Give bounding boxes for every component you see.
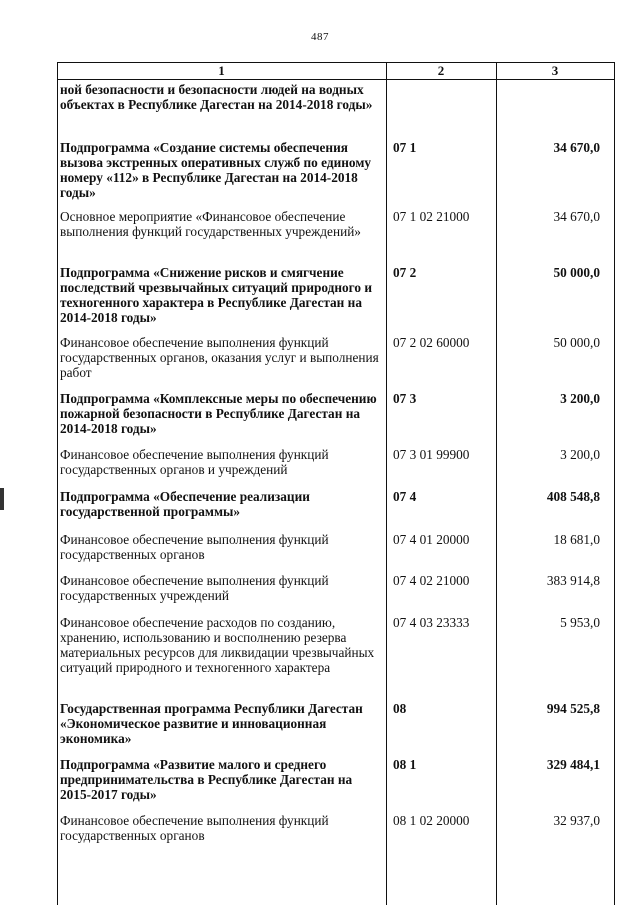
row-amount: 408 548,8 xyxy=(546,489,600,504)
row-code: 07 3 xyxy=(393,391,417,406)
row-amount: 329 484,1 xyxy=(546,757,600,772)
row-code: 08 xyxy=(393,701,407,716)
row-code: 07 4 02 21000 xyxy=(393,573,470,588)
table-left-border xyxy=(57,62,58,905)
row-name: Подпрограмма «Развитие малого и среднего предпринимательства в Республике Дагестан на 2015-2017 годы» xyxy=(60,757,353,802)
row-name: Финансовое обеспечение выполнения функций государственных органов xyxy=(60,532,329,562)
table-right-border xyxy=(614,62,615,905)
row-name: Финансовое обеспечение выполнения функций государственных органов xyxy=(60,813,329,843)
row-amount: 34 670,0 xyxy=(553,209,600,224)
row-amount: 5 953,0 xyxy=(560,615,600,630)
row-code: 07 2 02 60000 xyxy=(393,335,470,350)
row-name: Подпрограмма «Обеспечение реализации государственной программы» xyxy=(60,489,310,519)
row-code: 07 1 xyxy=(393,140,417,155)
row-code: 07 4 03 23333 xyxy=(393,615,470,630)
row-code: 08 1 02 20000 xyxy=(393,813,470,828)
column-divider-1 xyxy=(386,62,387,905)
row-name: Финансовое обеспечение выполнения функций государственных учреждений xyxy=(60,573,329,603)
row-amount: 34 670,0 xyxy=(553,140,600,155)
row-code: 07 3 01 99900 xyxy=(393,447,470,462)
header-col-2: 2 xyxy=(437,63,445,78)
row-name: Подпрограмма «Создание системы обеспечения вызова экстренных оперативных служб по единому номеру «112» в Республике Дагестан на 2014-2018 годы» xyxy=(60,140,372,200)
row-name: Государственная программа Республики Дагестан «Экономическое развитие и инновационная экономика» xyxy=(60,701,363,746)
row-name: Подпрограмма «Комплексные меры по обеспечению пожарной безопасности в Республике Дагестан на 2014-2018 годы» xyxy=(60,391,377,436)
row-code: 08 1 xyxy=(393,757,417,772)
header-col-3: 3 xyxy=(551,63,559,78)
row-code: 07 4 xyxy=(393,489,417,504)
row-name: Финансовое обеспечение выполнения функций государственных органов, оказания услуг и выполнения работ xyxy=(60,335,379,380)
table-header-divider xyxy=(57,79,615,80)
page-number: 487 xyxy=(311,31,329,43)
row-code: 07 1 02 21000 xyxy=(393,209,470,224)
row-name: Финансовое обеспечение выполнения функций государственных органов и учреждений xyxy=(60,447,329,477)
row-name: Финансовое обеспечение расходов по созданию, хранению, использованию и восполнению резерва материальных ресурсов для ликвидации чрезвычайных ситуаций природного и техногенного характера xyxy=(60,615,375,675)
row-amount: 994 525,8 xyxy=(546,701,600,716)
row-name: Подпрограмма «Снижение рисков и смягчение последствий чрезвычайных ситуаций природного и техногенного характера в Республике Дагестан на 2014-2018 годы» xyxy=(60,265,373,325)
row-name: ной безопасности и безопасности людей на водных объектах в Республике Дагестан на 2014-2018 годы» xyxy=(60,82,373,112)
row-amount: 50 000,0 xyxy=(553,265,600,280)
budget-table xyxy=(57,62,615,905)
scan-margin-mark xyxy=(0,488,4,510)
row-amount: 50 000,0 xyxy=(553,335,600,350)
row-amount: 3 200,0 xyxy=(560,391,600,406)
row-amount: 18 681,0 xyxy=(553,532,600,547)
row-code: 07 2 xyxy=(393,265,417,280)
row-amount: 3 200,0 xyxy=(560,447,600,462)
row-amount: 32 937,0 xyxy=(553,813,600,828)
header-col-1: 1 xyxy=(218,63,225,78)
row-name: Основное мероприятие «Финансовое обеспечение выполнения функций государственных учреждений» xyxy=(60,209,361,239)
column-divider-2 xyxy=(496,62,497,905)
row-code: 07 4 01 20000 xyxy=(393,532,470,547)
row-amount: 383 914,8 xyxy=(546,573,600,588)
